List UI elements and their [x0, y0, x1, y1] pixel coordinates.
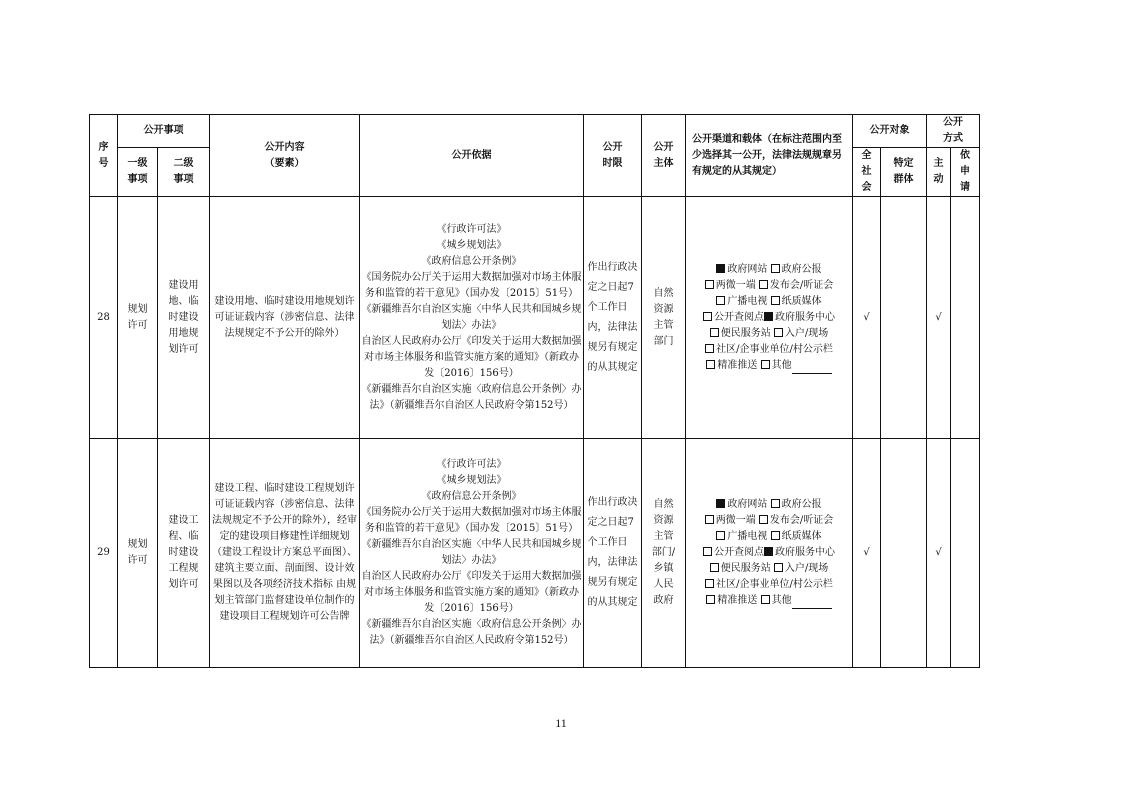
basis-line: 《行政许可法》 [436, 459, 507, 470]
row-seq: 29 [90, 439, 118, 668]
row-deadline: 作出行政决定之日起7个工作日内，法律法规另有规定的从其规定 [584, 439, 642, 668]
row-mode-request [951, 197, 980, 439]
row-basis [360, 197, 584, 439]
channel-line: 两微一端 发布会/听证会 [686, 513, 852, 529]
header-item-group: 公开事项 [118, 115, 210, 148]
unchecked-box-icon [705, 280, 714, 289]
unchecked-box-icon [710, 328, 719, 337]
unchecked-box-icon [716, 531, 725, 540]
checked-box-icon [764, 312, 773, 321]
unchecked-box-icon [771, 264, 780, 273]
channel-line: 精准推送 其他 [686, 358, 852, 374]
header-basis: 公开依据 [360, 115, 584, 197]
channel-line: 社区/企事业单位/村公示栏 [686, 342, 852, 358]
unchecked-box-icon [710, 563, 719, 572]
table-row [90, 439, 980, 668]
header-subject: 公开主体 [642, 115, 686, 197]
page-number: 11 [555, 716, 567, 730]
basis-line: 《城乡规划法》 [436, 239, 507, 251]
basis-line: 《新疆维吾尔自治区实施〈政府信息公开条例〉办法》（新疆维吾尔自治区人民政府令第152号） [361, 619, 582, 646]
row-channel [686, 439, 853, 668]
row-subject: 自然资源主管部门/乡镇人民政府 [642, 439, 686, 668]
unchecked-box-icon [705, 579, 714, 588]
row-subject: 自然资源主管部门 [642, 197, 686, 439]
channel-line: 便民服务站 入户/现场 [686, 326, 852, 342]
header-target: 公开对象 [853, 115, 927, 148]
unchecked-box-icon [703, 312, 712, 321]
row-level2: 建设用地、临时建设用地规划许可 [158, 197, 210, 439]
row-mode-active: √ [927, 197, 951, 439]
basis-line: 《城乡规划法》 [436, 475, 507, 486]
header-level1: 一级事项 [118, 148, 158, 197]
header-channel: 公开渠道和载体（在标注范围内至少选择其一公开，法律法规规章另有规定的从其规定） [686, 115, 853, 197]
unchecked-box-icon [703, 547, 712, 556]
channel-line: 精准推送 其他 [686, 593, 852, 609]
basis-line: 自治区人民政府办公厅《印发关于运用大数据加强对市场主体服务和监管实施方案的通知》（新政办发〔2016〕156号） [361, 335, 582, 379]
header-target-all: 全社会 [853, 148, 881, 197]
row-target-specific [881, 197, 927, 439]
row-target-all: √ [853, 439, 881, 668]
unchecked-box-icon [716, 296, 725, 305]
basis-line: 《行政许可法》 [436, 223, 507, 235]
unchecked-box-icon [761, 595, 770, 604]
row-content: 建设用地、临时建设用地规划许可证证载内容（涉密信息、法律法规规定不予公开的除外） [210, 197, 360, 439]
unchecked-box-icon [705, 515, 714, 524]
header-mode-active: 主动 [927, 148, 951, 197]
row-content: 建设工程、临时建设工程规划许可证证载内容（涉密信息、法律法规规定不予公开的除外），经审定的建设项目修建性详细规划（建设工程设计方案总平面图）、建筑主要立面、剖面图、设计效果图以及各项经济技术指标 由规划主管部门监督建设单位制作的建设项目工程规划许可公告牌 [210, 439, 360, 668]
row-level2: 建设工程、临时建设工程规划许可 [158, 439, 210, 668]
basis-line: 《国务院办公厅关于运用大数据加强对市场主体服务和监管的若干意见》（国办发〔2015〕51号） [361, 271, 582, 299]
unchecked-box-icon [759, 280, 768, 289]
channel-line: 社区/企事业单位/村公示栏 [686, 577, 852, 593]
row-channel [686, 197, 853, 439]
blank-line [792, 600, 832, 609]
unchecked-box-icon [774, 563, 783, 572]
checked-box-icon [716, 499, 725, 508]
disclosure-table [89, 114, 980, 668]
basis-line: 《政府信息公开条例》 [421, 491, 522, 502]
header-seq: 序号 [90, 115, 118, 197]
unchecked-box-icon [771, 499, 780, 508]
unchecked-box-icon [706, 360, 715, 369]
basis-line: 《新疆维吾尔自治区实施〈政府信息公开条例〉办法》（新疆维吾尔自治区人民政府令第152号） [361, 383, 582, 411]
unchecked-box-icon [771, 531, 780, 540]
basis-line: 《国务院办公厅关于运用大数据加强对市场主体服务和监管的若干意见》（国办发〔2015〕51号） [361, 507, 582, 534]
header-mode-request: 依申请 [951, 148, 980, 197]
header-content: 公开内容 （要素） [210, 115, 360, 197]
row-target-all: √ [853, 197, 881, 439]
row-seq: 28 [90, 197, 118, 439]
channel-line: 公开查阅点 政府服务中心 [686, 545, 852, 561]
header-mode: 公开方式 [927, 115, 980, 148]
row-deadline: 作出行政决定之日起7个工作日内，法律法规另有规定的从其规定 [584, 197, 642, 439]
basis-line: 《新疆维吾尔自治区实施〈中华人民共和国城乡规划法〉办法》 [361, 539, 582, 566]
channel-line: 便民服务站 入户/现场 [686, 561, 852, 577]
unchecked-box-icon [759, 515, 768, 524]
unchecked-box-icon [774, 328, 783, 337]
header-deadline: 公开时限 [584, 115, 642, 197]
row-mode-request [951, 439, 980, 668]
channel-line: 广播电视 纸质媒体 [686, 294, 852, 310]
channel-line: 广播电视 纸质媒体 [686, 529, 852, 545]
checked-box-icon [764, 547, 773, 556]
header-level2: 二级事项 [158, 148, 210, 197]
channel-line: 两微一端 发布会/听证会 [686, 278, 852, 294]
blank-line [792, 365, 832, 374]
row-basis [360, 439, 584, 668]
unchecked-box-icon [771, 296, 780, 305]
row-mode-active: √ [927, 439, 951, 668]
row-level1: 规划许可 [118, 439, 158, 668]
unchecked-box-icon [706, 595, 715, 604]
row-level1: 规划许可 [118, 197, 158, 439]
basis-line: 《新疆维吾尔自治区实施〈中华人民共和国城乡规划法〉办法》 [361, 303, 582, 331]
header-target-specific: 特定群体 [881, 148, 927, 197]
checked-box-icon [716, 264, 725, 273]
unchecked-box-icon [761, 360, 770, 369]
basis-line: 自治区人民政府办公厅《印发关于运用大数据加强对市场主体服务和监管实施方案的通知》（新政办发〔2016〕156号） [361, 571, 582, 614]
row-target-specific [881, 439, 927, 668]
channel-line: 政府网站 政府公报 [686, 262, 852, 278]
channel-line: 政府网站 政府公报 [686, 497, 852, 513]
basis-line: 《政府信息公开条例》 [421, 255, 522, 267]
table-row [90, 197, 980, 439]
channel-line: 公开查阅点 政府服务中心 [686, 310, 852, 326]
unchecked-box-icon [705, 344, 714, 353]
